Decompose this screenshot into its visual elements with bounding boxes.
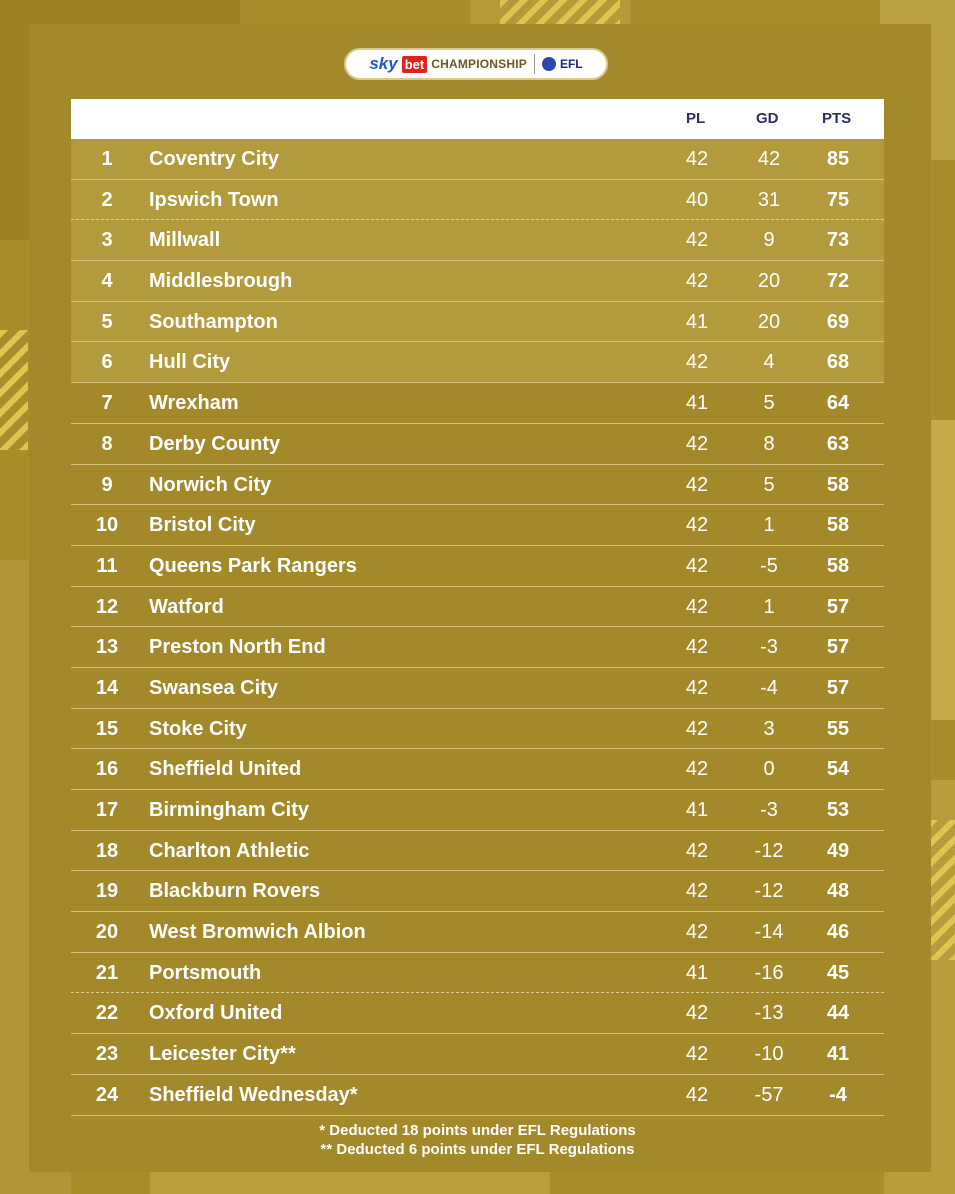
position-cell: 7 xyxy=(101,392,113,415)
team-cell: Stoke City xyxy=(149,717,247,740)
header-pts: PTS xyxy=(822,110,852,127)
played-cell: 42 xyxy=(685,921,709,944)
position-cell: 6 xyxy=(101,351,113,374)
table-row xyxy=(71,871,884,912)
points-cell: 64 xyxy=(826,392,850,415)
played-cell: 42 xyxy=(685,717,709,740)
team-cell: Derby County xyxy=(149,432,281,455)
table-row xyxy=(71,424,884,465)
played-cell: 42 xyxy=(685,148,709,170)
goal-difference-cell: -3 xyxy=(760,636,778,659)
position-cell: 13 xyxy=(95,636,119,659)
played-cell: 41 xyxy=(685,392,709,415)
points-cell: 58 xyxy=(826,473,850,496)
position-cell: 21 xyxy=(95,961,119,984)
goal-difference-cell: -14 xyxy=(754,921,784,944)
league-table xyxy=(71,99,884,1116)
table-row xyxy=(71,790,884,831)
logo-sky: sky xyxy=(369,54,398,73)
points-cell: 72 xyxy=(826,270,850,293)
table-row xyxy=(71,302,884,343)
position-cell: 17 xyxy=(95,799,119,821)
points-cell: 44 xyxy=(826,1002,850,1025)
table-row xyxy=(71,261,884,302)
position-cell: 3 xyxy=(101,229,113,252)
points-cell: 41 xyxy=(826,1043,850,1066)
goal-difference-cell: 0 xyxy=(763,758,775,781)
table-row xyxy=(71,953,884,994)
goal-difference-cell: 5 xyxy=(763,392,775,415)
team-cell: Birmingham City xyxy=(149,799,310,821)
table-row xyxy=(71,220,884,261)
goal-difference-cell: 8 xyxy=(763,432,775,455)
footnote-2: ** Deducted 6 points under EFL Regulations xyxy=(320,1141,635,1158)
points-cell: -4 xyxy=(829,1083,847,1106)
position-cell: 23 xyxy=(95,1043,119,1066)
goal-difference-cell: -5 xyxy=(760,554,778,577)
goal-difference-cell: -10 xyxy=(754,1043,784,1066)
goal-difference-cell: -57 xyxy=(754,1083,784,1106)
footnote-1: * Deducted 18 points under EFL Regulations xyxy=(319,1122,636,1139)
team-cell: Wrexham xyxy=(149,392,239,415)
team-cell: Sheffield United xyxy=(149,758,302,781)
goal-difference-cell: 1 xyxy=(763,514,775,537)
points-cell: 68 xyxy=(826,351,850,374)
table-row xyxy=(71,993,884,1034)
position-cell: 15 xyxy=(95,717,119,740)
table-row xyxy=(71,831,884,872)
position-cell: 24 xyxy=(95,1083,119,1106)
played-cell: 41 xyxy=(685,310,709,333)
table-row xyxy=(71,587,884,628)
played-cell: 42 xyxy=(685,351,709,374)
position-cell: 8 xyxy=(101,432,113,455)
position-cell: 19 xyxy=(95,880,119,903)
played-cell: 42 xyxy=(685,473,709,496)
goal-difference-cell: 5 xyxy=(763,473,775,496)
goal-difference-cell: 9 xyxy=(763,229,775,252)
position-cell: 2 xyxy=(101,188,113,211)
team-cell: Oxford United xyxy=(149,1002,283,1025)
team-cell: Middlesbrough xyxy=(149,270,293,293)
table-row xyxy=(71,546,884,587)
team-cell: Ipswich Town xyxy=(149,188,279,211)
team-cell: West Bromwich Albion xyxy=(149,921,366,944)
table-row xyxy=(71,668,884,709)
position-cell: 12 xyxy=(95,595,119,618)
team-cell: Charlton Athletic xyxy=(149,839,310,862)
points-cell: 73 xyxy=(826,229,850,252)
points-cell: 45 xyxy=(826,961,850,984)
goal-difference-cell: 31 xyxy=(757,188,781,211)
team-cell: Bristol City xyxy=(149,514,256,537)
played-cell: 40 xyxy=(685,188,709,211)
goal-difference-cell: -4 xyxy=(760,676,778,699)
table-row xyxy=(71,1075,884,1116)
points-cell: 57 xyxy=(826,636,850,659)
points-cell: 54 xyxy=(826,758,850,781)
played-cell: 41 xyxy=(685,799,709,821)
table-header xyxy=(71,99,884,139)
points-cell: 48 xyxy=(826,880,850,903)
goal-difference-cell: 4 xyxy=(763,351,775,374)
played-cell: 42 xyxy=(685,595,709,618)
goal-difference-cell: 42 xyxy=(757,148,781,170)
played-cell: 42 xyxy=(685,514,709,537)
goal-difference-cell: -12 xyxy=(754,880,784,903)
team-cell: Preston North End xyxy=(149,636,326,659)
points-cell: 58 xyxy=(826,554,850,577)
position-cell: 4 xyxy=(101,270,113,293)
table-row xyxy=(71,627,884,668)
played-cell: 42 xyxy=(685,554,709,577)
team-cell: Blackburn Rovers xyxy=(149,880,321,903)
goal-difference-cell: 1 xyxy=(763,595,775,618)
header-gd: GD xyxy=(756,110,779,127)
team-cell: Portsmouth xyxy=(149,961,262,984)
goal-difference-cell: 3 xyxy=(763,717,775,740)
table-body xyxy=(71,139,884,1116)
goal-difference-cell: -3 xyxy=(760,799,778,821)
team-cell: Hull City xyxy=(149,351,231,374)
played-cell: 42 xyxy=(685,229,709,252)
sky-bet-championship-logo xyxy=(344,48,608,80)
team-cell: Queens Park Rangers xyxy=(149,554,357,577)
goal-difference-cell: -12 xyxy=(754,839,784,862)
table-row xyxy=(71,749,884,790)
team-cell: Millwall xyxy=(149,229,221,252)
position-cell: 18 xyxy=(95,839,119,862)
table-row xyxy=(71,505,884,546)
team-cell: Watford xyxy=(149,595,224,618)
played-cell: 41 xyxy=(685,961,709,984)
efl-badge-icon xyxy=(542,57,556,71)
position-cell: 10 xyxy=(95,514,119,537)
table-row xyxy=(71,1034,884,1075)
played-cell: 42 xyxy=(685,636,709,659)
played-cell: 42 xyxy=(685,1002,709,1025)
points-cell: 69 xyxy=(826,310,850,333)
points-cell: 63 xyxy=(826,432,850,455)
team-cell: Coventry City xyxy=(149,148,280,170)
points-cell: 53 xyxy=(826,799,850,821)
points-cell: 75 xyxy=(826,188,850,211)
team-cell: Southampton xyxy=(149,310,278,333)
logo-league: EFL xyxy=(559,57,583,71)
points-cell: 57 xyxy=(826,595,850,618)
team-cell: Sheffield Wednesday* xyxy=(149,1083,358,1106)
played-cell: 42 xyxy=(685,839,709,862)
played-cell: 42 xyxy=(685,432,709,455)
played-cell: 42 xyxy=(685,270,709,293)
table-row xyxy=(71,180,884,221)
position-cell: 16 xyxy=(95,758,119,781)
points-cell: 55 xyxy=(826,717,850,740)
points-cell: 49 xyxy=(826,839,850,862)
header-pl: PL xyxy=(686,110,706,127)
team-cell: Leicester City** xyxy=(149,1043,296,1066)
goal-difference-cell: -16 xyxy=(754,961,784,984)
position-cell: 5 xyxy=(101,310,113,333)
points-cell: 46 xyxy=(826,921,850,944)
played-cell: 42 xyxy=(685,676,709,699)
played-cell: 42 xyxy=(685,1043,709,1066)
team-cell: Norwich City xyxy=(149,473,272,496)
table-row xyxy=(71,709,884,750)
table-row xyxy=(71,912,884,953)
position-cell: 1 xyxy=(101,148,113,170)
position-cell: 9 xyxy=(101,473,113,496)
points-cell: 58 xyxy=(826,514,850,537)
goal-difference-cell: -13 xyxy=(754,1002,784,1025)
table-row xyxy=(71,139,884,180)
points-cell: 85 xyxy=(826,148,850,170)
position-cell: 20 xyxy=(95,921,119,944)
position-cell: 11 xyxy=(96,554,118,577)
points-cell: 57 xyxy=(826,676,850,699)
goal-difference-cell: 20 xyxy=(757,270,781,293)
position-cell: 14 xyxy=(95,676,119,699)
team-cell: Swansea City xyxy=(149,676,278,699)
table-row xyxy=(71,383,884,424)
table-row xyxy=(71,465,884,506)
played-cell: 42 xyxy=(685,880,709,903)
logo-bet: bet xyxy=(402,56,428,73)
played-cell: 42 xyxy=(685,1083,709,1106)
played-cell: 42 xyxy=(685,758,709,781)
position-cell: 22 xyxy=(95,1002,119,1025)
footnotes xyxy=(0,1121,955,1159)
logo-competition: CHAMPIONSHIP xyxy=(431,57,527,71)
logo-divider xyxy=(534,54,535,74)
goal-difference-cell: 20 xyxy=(757,310,781,333)
table-row xyxy=(71,342,884,383)
